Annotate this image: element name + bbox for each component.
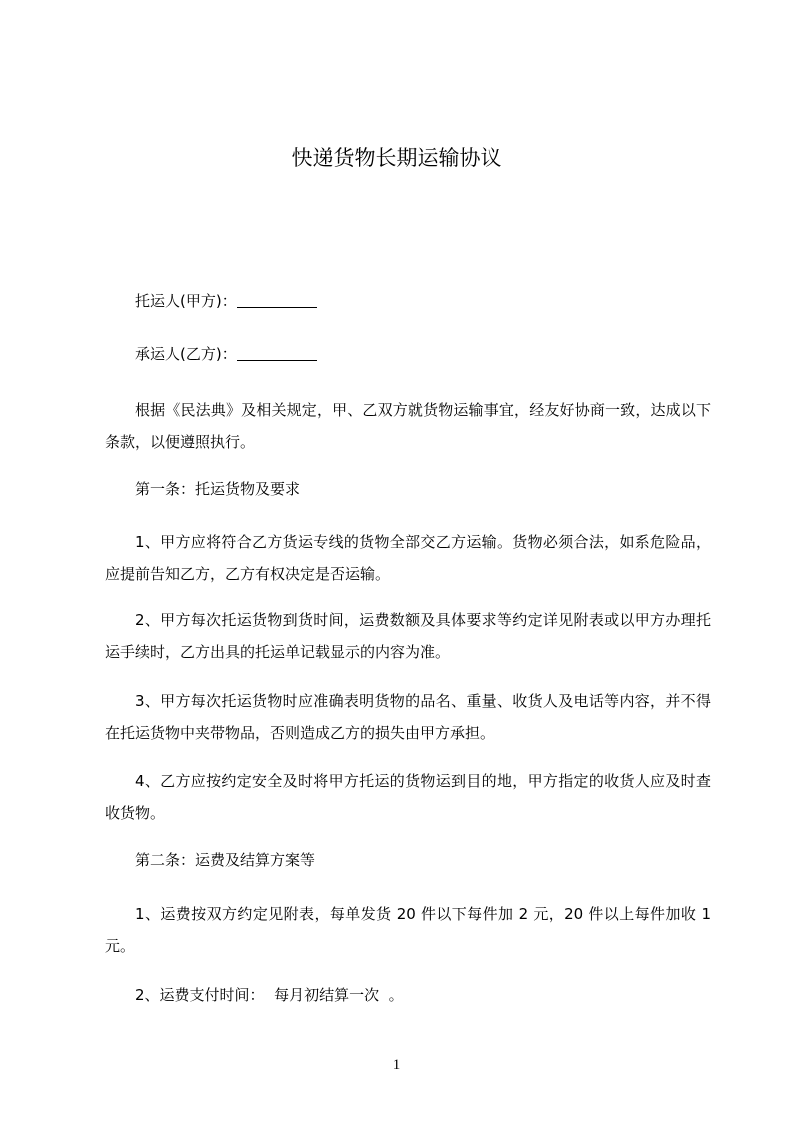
article1-item-4: 4、乙方应按约定安全及时将甲方托运的货物运到目的地，甲方指定的收货人应及时查收货物。 (105, 772, 711, 822)
page-number: 1 (392, 1057, 401, 1073)
article1-heading: 第一条：托运货物及要求 (135, 480, 301, 498)
carrier-label: 承运人(乙方)： (135, 345, 237, 363)
article2-item-2: 2、运费支付时间： 每月初结算一次 。 (135, 986, 404, 1004)
article1-item-2: 2、甲方每次托运货物到货时间，运费数额及具体要求等约定详见附表或以甲方办理托运手续时，乙方出具的托运单记载显示的内容为准。 (105, 611, 711, 661)
document-title: 快递货物长期运输协议 (291, 146, 502, 170)
intro-paragraph: 根据《民法典》及相关规定，甲、乙双方就货物运输事宜，经友好协商一致，达成以下条款，以便遵照执行。 (105, 401, 711, 451)
article2-heading: 第二条：运费及结算方案等 (135, 851, 316, 869)
carrier-blank (237, 346, 317, 361)
article1-item-1: 1、甲方应将符合乙方货运专线的货物全部交乙方运输。货物必须合法，如系危险品，应提前告知乙方，乙方有权决定是否运输。 (105, 533, 711, 583)
article1-item-3: 3、甲方每次托运货物时应准确表明货物的品名、重量、收货人及电话等内容，并不得在托运货物中夹带物品，否则造成乙方的损失由甲方承担。 (105, 692, 711, 742)
article2-item-1: 1、运费按双方约定见附表，每单发货 20 件以下每件加 2 元，20 件以上每件加收 1 元。 (105, 905, 711, 955)
shipper-blank (237, 293, 317, 308)
shipper-line (105, 291, 741, 311)
shipper-label: 托运人(甲方)： (135, 292, 237, 310)
carrier-line (105, 344, 741, 364)
